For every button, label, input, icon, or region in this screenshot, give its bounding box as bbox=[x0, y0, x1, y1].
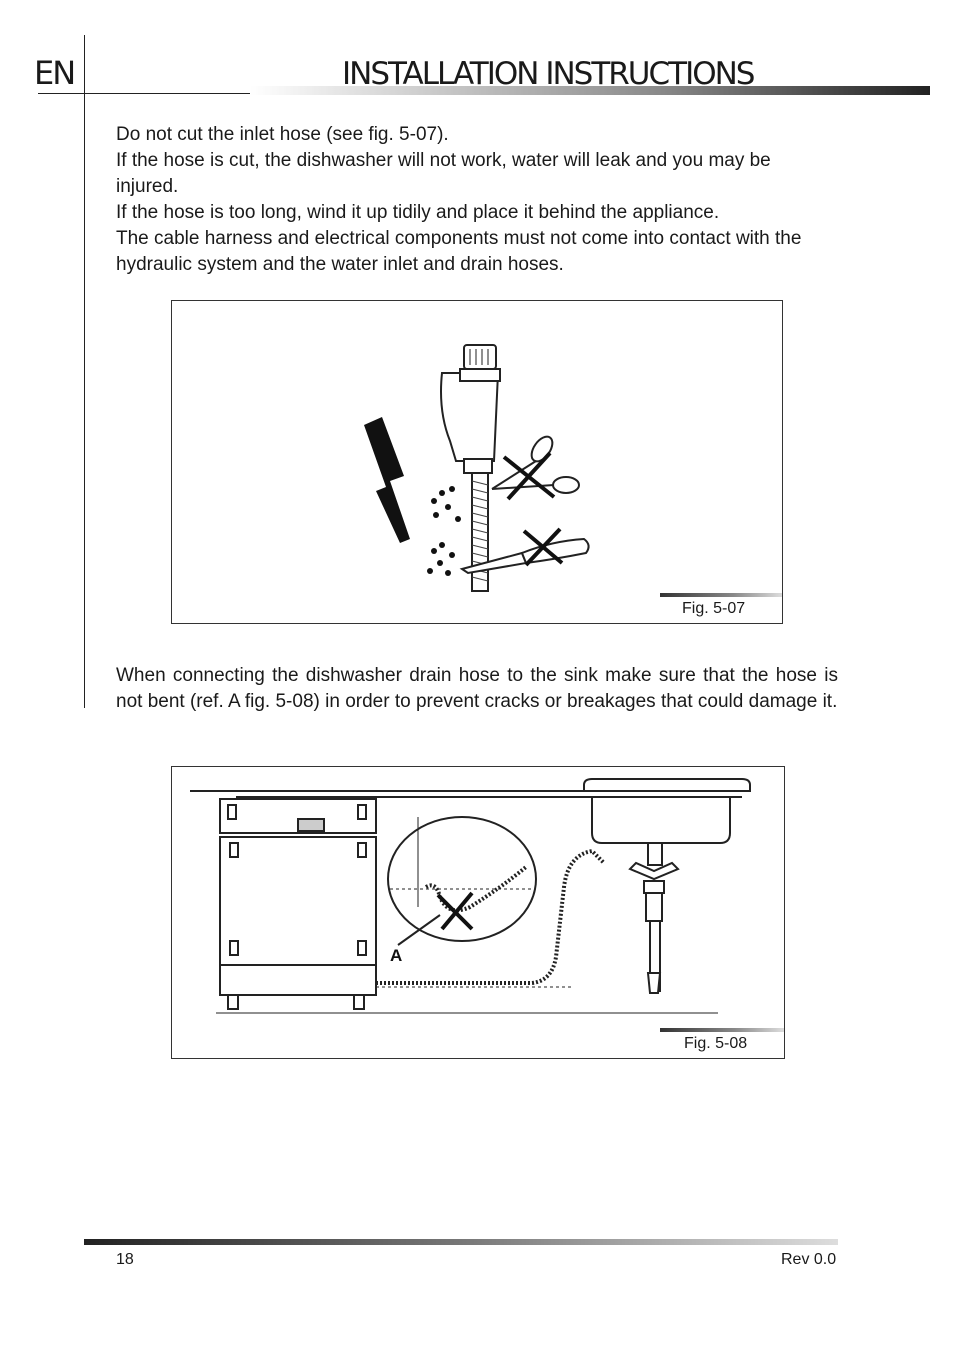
water-drops-icon bbox=[427, 486, 461, 576]
lightning-bolt-icon bbox=[364, 417, 410, 543]
figure-5-08 bbox=[171, 766, 785, 1059]
dishwasher-icon bbox=[220, 799, 376, 1009]
figure-label-bar bbox=[660, 1028, 784, 1032]
figure-label: Fig. 5-08 bbox=[684, 1035, 748, 1052]
language-code: EN bbox=[34, 54, 75, 92]
page-title: INSTALLATION INSTRUCTIONS bbox=[342, 56, 754, 92]
revision-label: Rev 0.0 bbox=[781, 1251, 837, 1268]
sink-icon bbox=[584, 779, 750, 993]
header-rule bbox=[38, 93, 250, 94]
margin-rule bbox=[84, 35, 85, 708]
figure-5-07 bbox=[171, 300, 783, 624]
figure-label-bar bbox=[660, 593, 782, 597]
instruction-line: If the hose is cut, the dishwasher will not work, water will leak and you may be injured. bbox=[116, 150, 771, 197]
instruction-line: The cable harness and electrical components must not come into contact with the hydraulic system and the water inlet and drain hoses. bbox=[116, 228, 802, 275]
callout-label: A bbox=[390, 946, 403, 965]
figure-label: Fig. 5-07 bbox=[682, 600, 746, 617]
instruction-line: Do not cut the inlet hose (see fig. 5-07). bbox=[116, 124, 449, 145]
inlet-hose-instructions bbox=[116, 122, 838, 278]
drain-hose-instructions: When connecting the dishwasher drain hose to the sink make sure that the hose is not bent (ref. A fig. 5-08) in order to prevent cracks or breakages that could damage it. bbox=[116, 665, 838, 712]
page-number: 18 bbox=[116, 1251, 134, 1268]
footer-gradient-bar bbox=[84, 1239, 838, 1245]
instruction-line: If the hose is too long, wind it up tidily and place it behind the appliance. bbox=[116, 202, 720, 223]
drain-hose-illustration bbox=[172, 767, 784, 1058]
inlet-hose-illustration bbox=[172, 301, 782, 623]
